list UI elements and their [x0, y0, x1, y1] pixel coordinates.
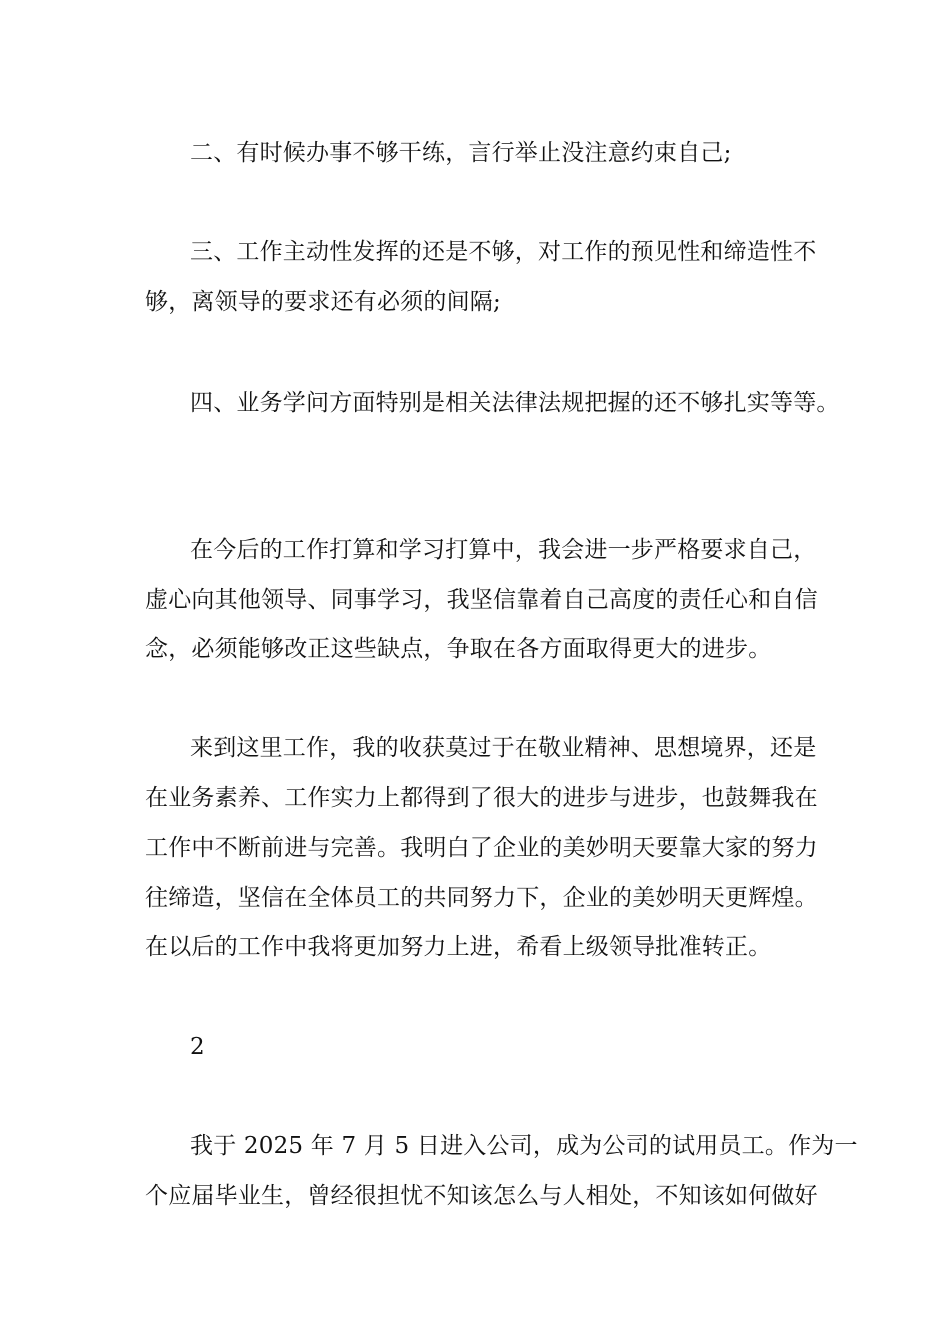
paragraph-harvest-line-5: 在以后的工作中我将更加努力上进，希看上级领导批准转正。 — [145, 934, 772, 960]
paragraph-item-3-line-1: 三、工作主动性发挥的还是不够，对工作的预见性和缔造性不 — [190, 239, 817, 265]
paragraph-item-4-line-1: 四、业务学问方面特别是相关法律法规把握的还不够扎实等等。 — [190, 390, 840, 416]
paragraph-plan-line-3: 念，必须能够改正这些缺点，争取在各方面取得更大的进步。 — [145, 636, 772, 662]
section-number: 2 — [190, 1034, 205, 1060]
paragraph-plan-line-2: 虚心向其他领导、同事学习，我坚信靠着自己高度的责任心和自信 — [145, 587, 818, 613]
paragraph-item-2-line-1: 二、有时候办事不够干练，言行举止没注意约束自己; — [190, 140, 732, 166]
paragraph-harvest-line-4: 往缔造，坚信在全体员工的共同努力下，企业的美妙明天更辉煌。 — [145, 885, 818, 911]
paragraph-harvest-line-3: 工作中不断前进与完善。我明白了企业的美妙明天要靠大家的努力 — [145, 835, 818, 861]
paragraph-item-3-line-2: 够，离领导的要求还有必须的间隔; — [145, 289, 501, 315]
paragraph-plan-line-1: 在今后的工作打算和学习打算中，我会进一步严格要求自己， — [190, 537, 817, 563]
paragraph-intro-line-1: 我于 2025 年 7 月 5 日进入公司，成为公司的试用员工。作为一 — [190, 1133, 858, 1159]
paragraph-intro-line-2: 个应届毕业生，曾经很担忧不知该怎么与人相处，不知该如何做好 — [145, 1183, 818, 1209]
paragraph-harvest-line-2: 在业务素养、工作实力上都得到了很大的进步与进步，也鼓舞我在 — [145, 785, 818, 811]
paragraph-harvest-line-1: 来到这里工作，我的收获莫过于在敬业精神、思想境界，还是 — [190, 735, 817, 761]
